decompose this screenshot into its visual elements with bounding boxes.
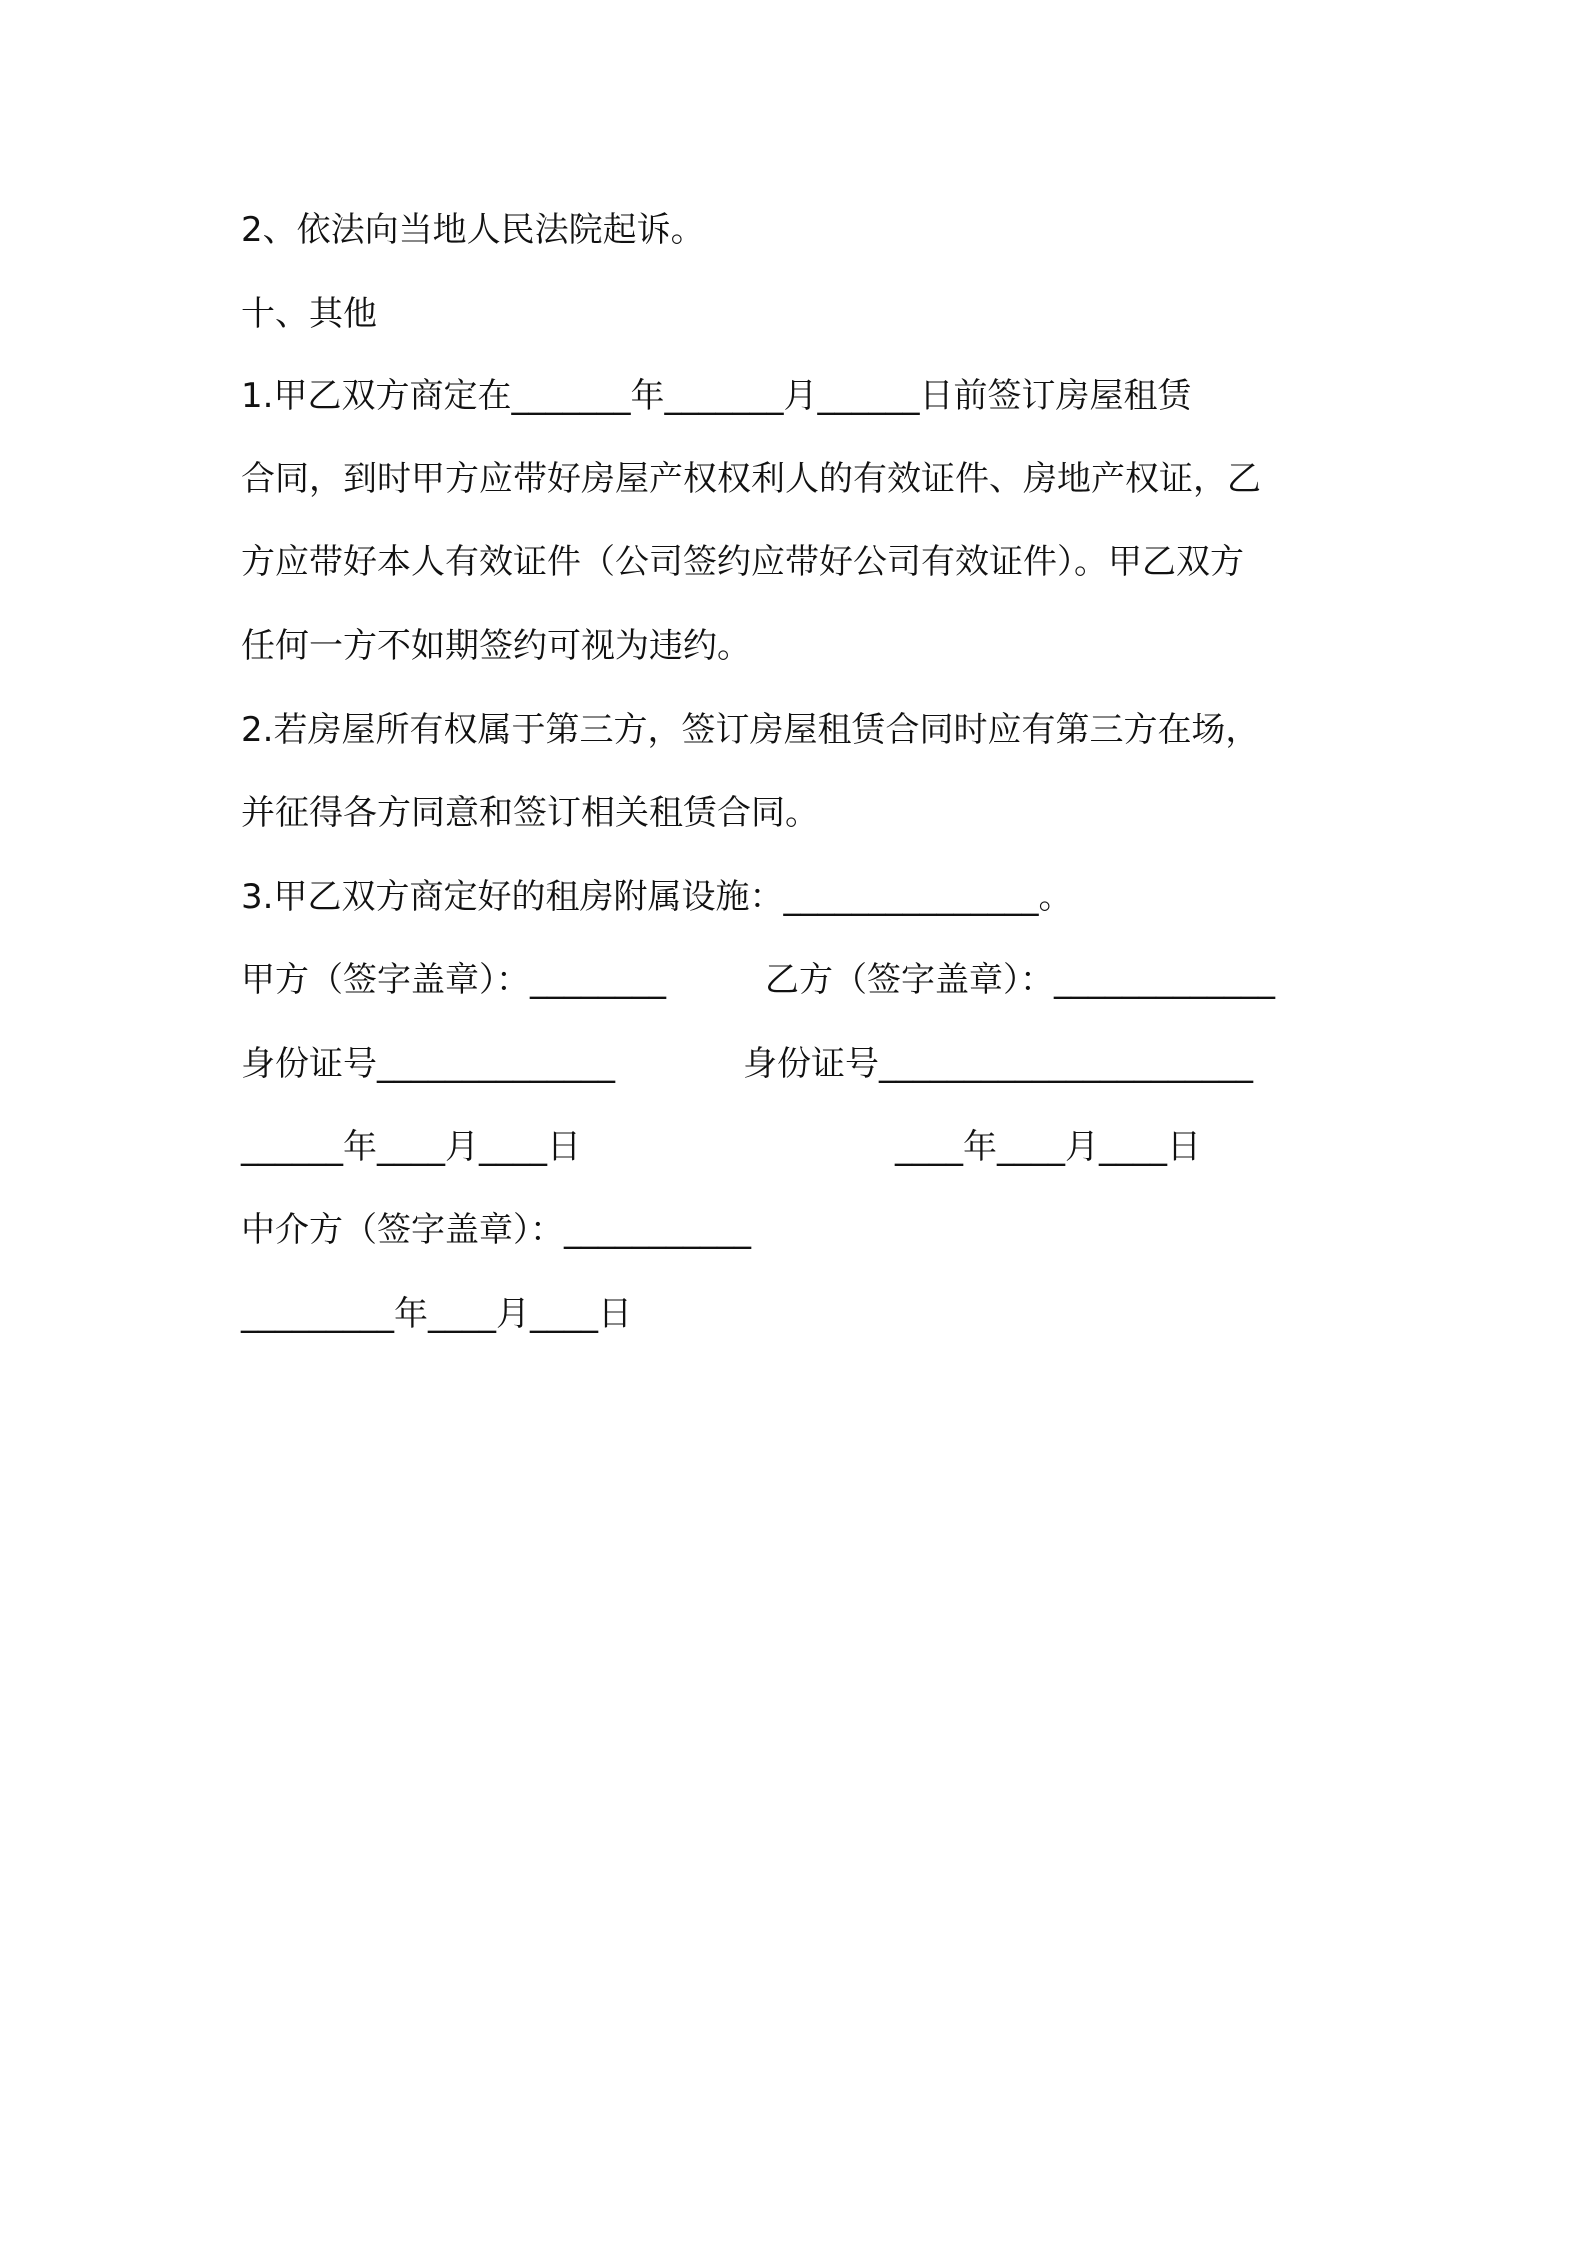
clause-1-line-3: 方应带好本人有效证件（公司签约应带好公司有效证件）。甲乙双方 [241,542,1244,582]
party-a-signature: 甲方（签字盖章）：________ [241,960,666,1000]
agent-date: _________年____月____日 [241,1294,632,1334]
party-b-signature: 乙方（签字盖章）：_____________ [765,960,1275,1000]
party-b-date: ____年____月____日 [895,1127,1201,1167]
clause-1-line-1: 1.甲乙双方商定在_______年_______月______日前签订房屋租赁 [241,376,1192,416]
clause-1-line-2: 合同，到时甲方应带好房屋产权权利人的有效证件、房地产权证，乙 [241,459,1261,499]
agent-signature: 中介方（签字盖章）：___________ [241,1210,751,1250]
id-number-row [241,1042,1361,1086]
clause-3-facilities: 3.甲乙双方商定好的租房附属设施：_______________。 [241,877,1073,917]
lawsuit-clause: 2、依法向当地人民法院起诉。 [241,210,705,250]
party-a-id-number: 身份证号______________ [241,1044,615,1084]
party-b-id-number: 身份证号______________________ [743,1044,1253,1084]
signature-row [241,958,1361,1002]
party-a-date: ______年____月____日 [241,1127,581,1167]
clause-1-line-4: 任何一方不如期签约可视为违约。 [241,626,751,666]
section-heading-other: 十、其他 [241,294,377,334]
date-row [241,1125,1361,1169]
clause-2-line-2: 并征得各方同意和签订相关租赁合同。 [241,793,819,833]
clause-2-line-1: 2.若房屋所有权属于第三方，签订房屋租赁合同时应有第三方在场， [241,710,1260,750]
